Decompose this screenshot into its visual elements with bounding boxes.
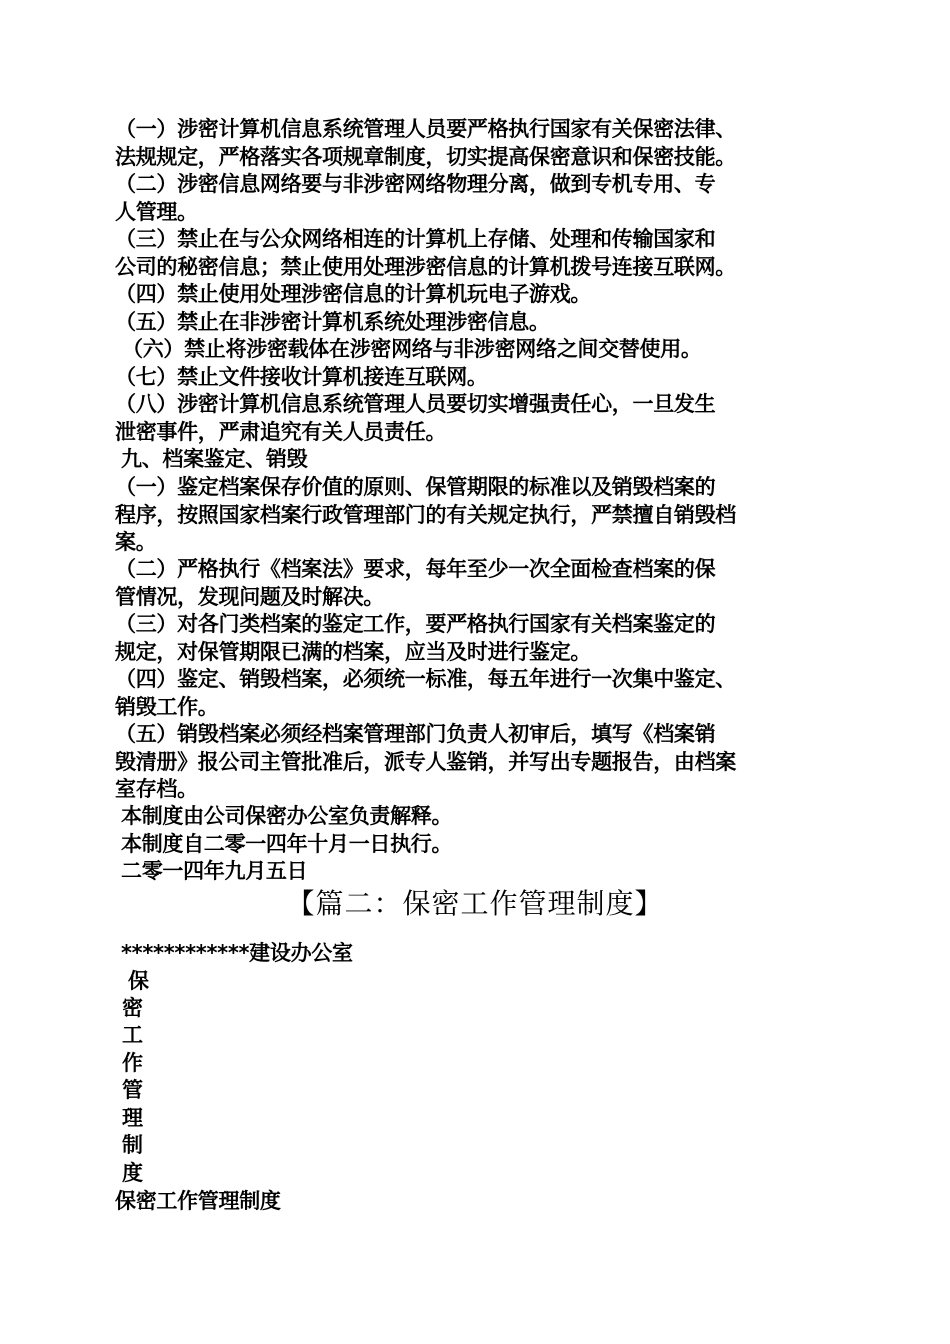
text-line: 本制度自二零一四年十月一日执行。 xyxy=(121,832,453,856)
text-line: 室存档。 xyxy=(115,777,198,801)
section-heading-nine xyxy=(121,446,846,474)
chapter-heading: 【篇二：保密工作管理制度】 xyxy=(286,887,664,920)
text-line: （四）鉴定、销毁档案，必须统一标准，每五年进行一次集中鉴定、 xyxy=(115,667,736,691)
paragraph-10 xyxy=(115,556,840,611)
text-line: （一）鉴定档案保存价值的原则、保管期限的标准以及销毁档案的 xyxy=(115,475,716,499)
vertical-title-char: 工 xyxy=(122,1023,143,1047)
paragraph-6 xyxy=(122,336,847,364)
text-line: 泄密事件，严肃追究有关人员责任。 xyxy=(115,419,447,444)
text-line: 法规规定，严格落实各项规章制度，切实提高保密意识和保密技能。 xyxy=(115,144,736,169)
paragraph-7 xyxy=(115,364,840,392)
final-title xyxy=(115,1188,840,1216)
text-line: （二）涉密信息网络要与非涉密网络物理分离，做到专机专用、专 xyxy=(115,172,716,196)
text-line: （四）禁止使用处理涉密信息的计算机玩电子游戏。 xyxy=(115,282,592,306)
vertical-title-char: 制 xyxy=(122,1133,143,1157)
text-line: （五）销毁档案必须经档案管理部门负责人初审后，填写《档案销 xyxy=(115,722,716,746)
interpretation-note xyxy=(121,803,846,831)
text-line: 规定，对保管期限已满的档案，应当及时进行鉴定。 xyxy=(115,639,592,664)
paragraph-4 xyxy=(115,281,840,309)
text-line: （二）严格执行《档案法》要求，每年至少一次全面检查档案的保 xyxy=(115,557,716,581)
text-line: （八）涉密计算机信息系统管理人员要切实增强责任心，一旦发生 xyxy=(115,392,716,416)
text-line: 本制度由公司保密办公室负责解释。 xyxy=(121,804,453,828)
text-line: 毁清册》报公司主管批准后，派专人鉴销，并写出专题报告，由档案 xyxy=(115,749,736,774)
vertical-title-char: 作 xyxy=(122,1051,143,1075)
text-line: （七）禁止文件接收计算机接连互联网。 xyxy=(115,365,488,389)
text-line: （三）禁止在与公众网络相连的计算机上存储、处理和传输国家和 xyxy=(115,227,716,251)
text-line: 程序，按照国家档案行政管理部门的有关规定执行，严禁擅自销毁档 xyxy=(115,502,736,527)
text-line: ************建设办公室 xyxy=(121,941,353,965)
text-line: （五）禁止在非涉密计算机系统处理涉密信息。 xyxy=(115,310,550,334)
document-date xyxy=(121,858,846,886)
paragraph-9 xyxy=(115,474,840,557)
paragraph-1 xyxy=(115,116,840,171)
office-name xyxy=(121,940,846,968)
vertical-title-char: 保 xyxy=(128,969,149,993)
paragraph-12 xyxy=(115,666,840,721)
text-line: 案。 xyxy=(115,530,157,554)
effective-date-note xyxy=(121,831,846,859)
text-line: （一）涉密计算机信息系统管理人员要严格执行国家有关保密法律、 xyxy=(115,117,736,141)
text-line: （六）禁止将涉密载体在涉密网络与非涉密网络之间交替使用。 xyxy=(122,337,702,361)
paragraph-11 xyxy=(115,611,840,666)
text-line: 九、档案鉴定、销毁 xyxy=(121,447,308,471)
paragraph-13 xyxy=(115,721,840,804)
text-line: 管情况，发现问题及时解决。 xyxy=(115,584,385,609)
text-line: （三）对各门类档案的鉴定工作，要严格执行国家有关档案鉴定的 xyxy=(115,612,716,636)
paragraph-8 xyxy=(115,391,840,446)
text-line: 公司的秘密信息；禁止使用处理涉密信息的计算机拨号连接互联网。 xyxy=(115,254,736,279)
vertical-title-char: 密 xyxy=(122,996,143,1020)
vertical-title-char: 管 xyxy=(122,1078,143,1102)
text-line: 二零一四年九月五日 xyxy=(121,859,308,883)
text-line: 保密工作管理制度 xyxy=(115,1189,281,1213)
vertical-title-char: 理 xyxy=(122,1106,143,1130)
vertical-title-char: 度 xyxy=(122,1161,143,1185)
text-line: 销毁工作。 xyxy=(115,694,219,719)
paragraph-2 xyxy=(115,171,840,226)
paragraph-3 xyxy=(115,226,840,281)
text-line: 人管理。 xyxy=(115,199,198,224)
paragraph-5 xyxy=(115,309,840,337)
